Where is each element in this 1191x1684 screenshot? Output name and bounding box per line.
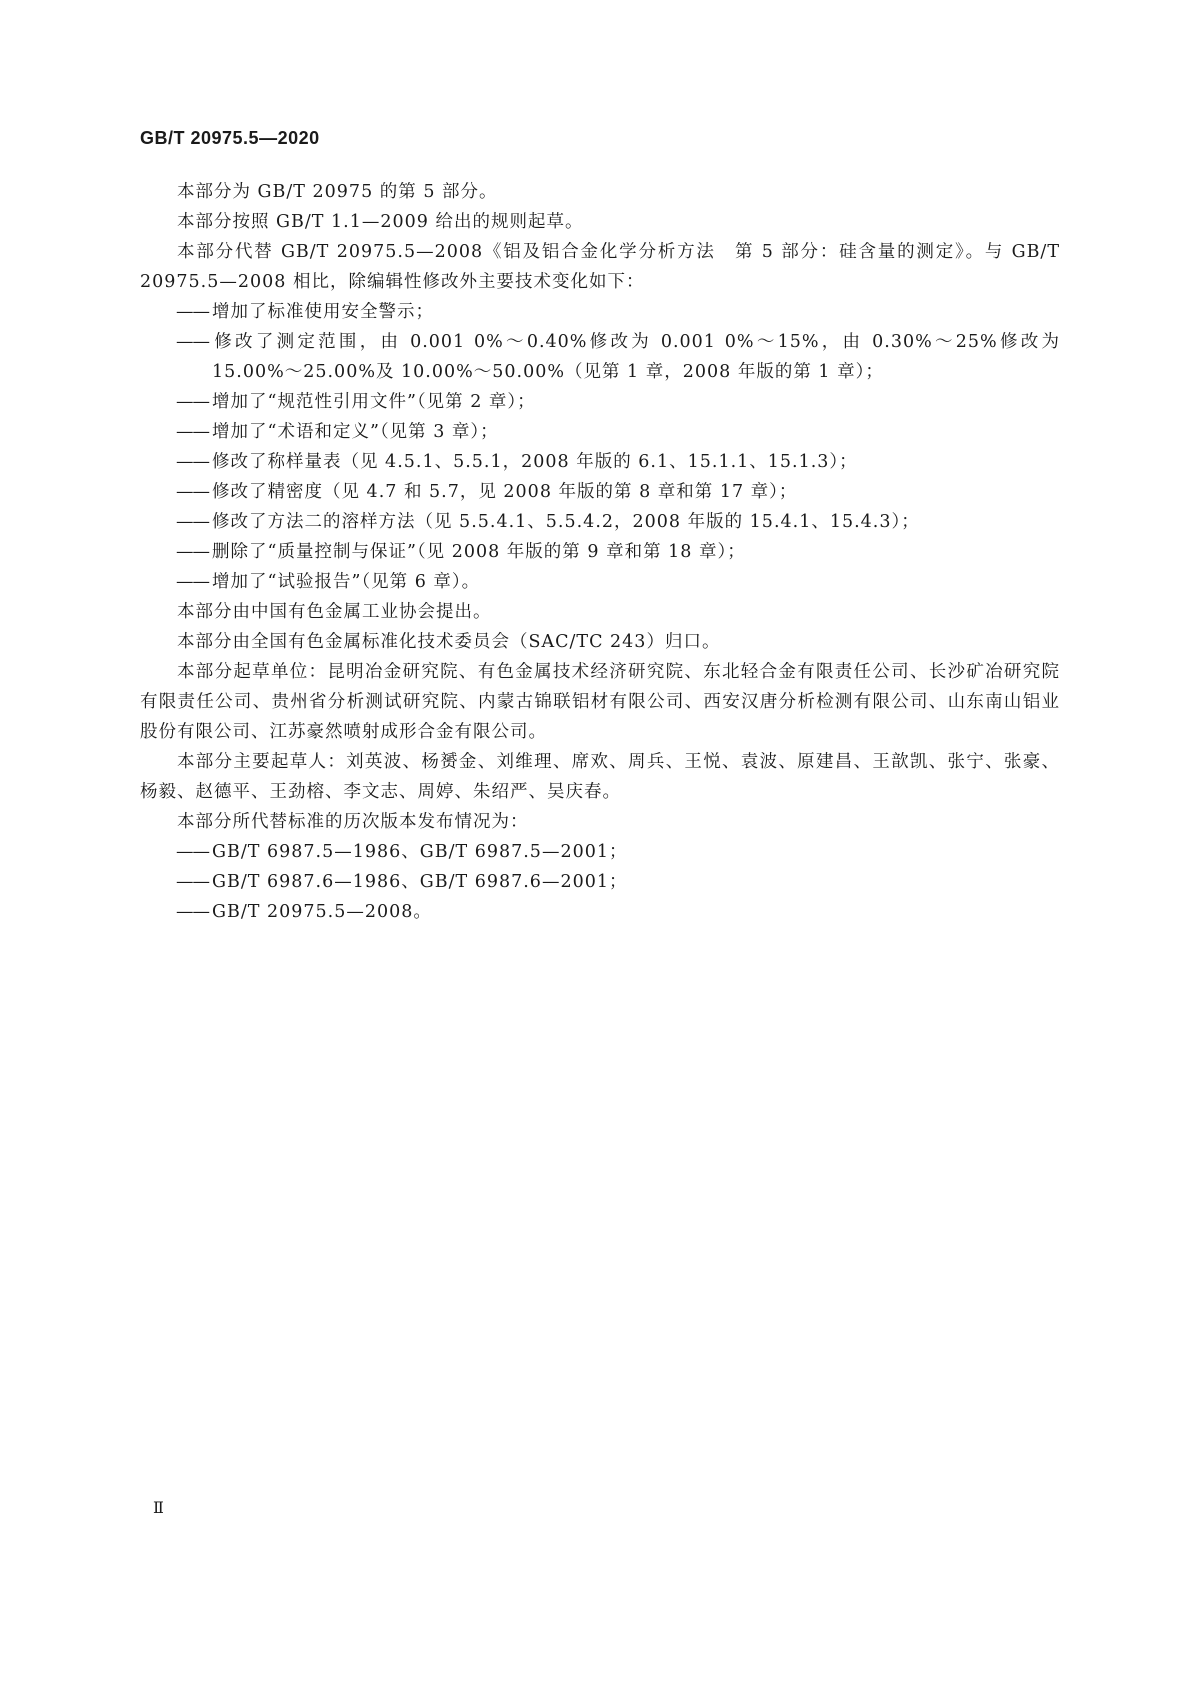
foreword-paragraph: 本部分所代替标准的历次版本发布情况为： [177,812,529,832]
list-item-text: 增加了“试验报告”（见第 6 章）。 [212,572,481,592]
dash-marker: —— [176,872,209,892]
foreword-paragraph: 本部分由全国有色金属标准化技术委员会（SAC/TC 243）归口。 [177,632,721,652]
list-item-text: 修改了测定范围，由 0.001 0%～0.40%修改为 0.001 0%～15%，由 0.30%～25%修改为 15.00%～25.00%及 10.00%～50.00%（见第 1 章，2008 年版的第 1 章）； [212,332,1060,382]
foreword-paragraph: 本部分按照 GB/T 1.1—2009 给出的规则起草。 [177,212,584,232]
list-item-text: 增加了“术语和定义”（见第 3 章）； [212,422,499,442]
list-item-text: 删除了“质量控制与保证”（见 2008 年版的第 9 章和第 18 章）； [212,542,746,562]
list-item-text: GB/T 20975.5—2008。 [212,902,432,922]
foreword-paragraph: 本部分代替 GB/T 20975.5—2008《铝及铝合金化学分析方法 第 5 部分：硅含量的测定》。与 GB/T 20975.5—2008 相比，除编辑性修改外主要技术变化如下： [140,242,1060,292]
list-item-text: 修改了称样量表（见 4.5.1、5.5.1，2008 年版的 6.1、15.1.1、15.1.3）； [212,452,858,472]
dash-marker: —— [176,842,209,862]
standard-number-header: GB/T 20975.5—2020 [140,128,320,148]
list-item [140,567,1060,597]
list-item [140,447,1060,477]
list-item-text: GB/T 6987.6—1986、GB/T 6987.6—2001； [212,872,628,892]
dash-marker: —— [176,422,209,442]
list-item [140,867,1060,897]
list-item [140,387,1060,417]
dash-marker: —— [176,392,209,412]
list-item [140,507,1060,537]
list-item-text: 增加了标准使用安全警示； [212,302,434,322]
changes-list [140,297,1060,597]
list-item-text: 增加了“规范性引用文件”（见第 2 章）； [212,392,536,412]
drafting-units-paragraph: 本部分起草单位：昆明冶金研究院、有色金属技术经济研究院、东北轻合金有限责任公司、长沙矿冶研究院有限责任公司、贵州省分析测试研究院、内蒙古锦联铝材有限公司、西安汉唐分析检测有限公司、山东南山铝业股份有限公司、江苏豪然喷射成形合金有限公司。 [140,662,1060,742]
drafters-paragraph: 本部分主要起草人：刘英波、杨赟金、刘维理、席欢、周兵、王悦、袁波、原建昌、王歆凯、张宁、张豪、杨毅、赵德平、王劲榕、李文志、周婷、朱绍严、吴庆春。 [140,752,1060,802]
list-item-text: 修改了精密度（见 4.7 和 5.7，见 2008 年版的第 8 章和第 17 章）； [212,482,798,502]
list-item-text: GB/T 6987.5—1986、GB/T 6987.5—2001； [212,842,628,862]
list-item [140,537,1060,567]
dash-marker: —— [176,902,209,922]
list-item-text: 修改了方法二的溶样方法（见 5.5.4.1、5.5.4.2，2008 年版的 15.4.1、15.4.3）； [212,512,920,532]
dash-marker: —— [176,482,209,502]
list-item [140,897,1060,927]
foreword-paragraph: 本部分为 GB/T 20975 的第 5 部分。 [177,182,498,202]
dash-marker: —— [176,302,209,322]
dash-marker: —— [176,512,209,532]
list-item [140,327,1060,387]
dash-marker: —— [176,542,209,562]
list-item [140,417,1060,447]
list-item [140,477,1060,507]
list-item [140,837,1060,867]
dash-marker: —— [176,572,209,592]
foreword-paragraph: 本部分由中国有色金属工业协会提出。 [177,602,492,622]
list-item [140,297,1060,327]
dash-marker: —— [176,332,209,352]
page-number: Ⅱ [153,1498,164,1517]
dash-marker: —— [176,452,209,472]
foreword-body [140,177,1060,927]
history-list [140,837,1060,927]
